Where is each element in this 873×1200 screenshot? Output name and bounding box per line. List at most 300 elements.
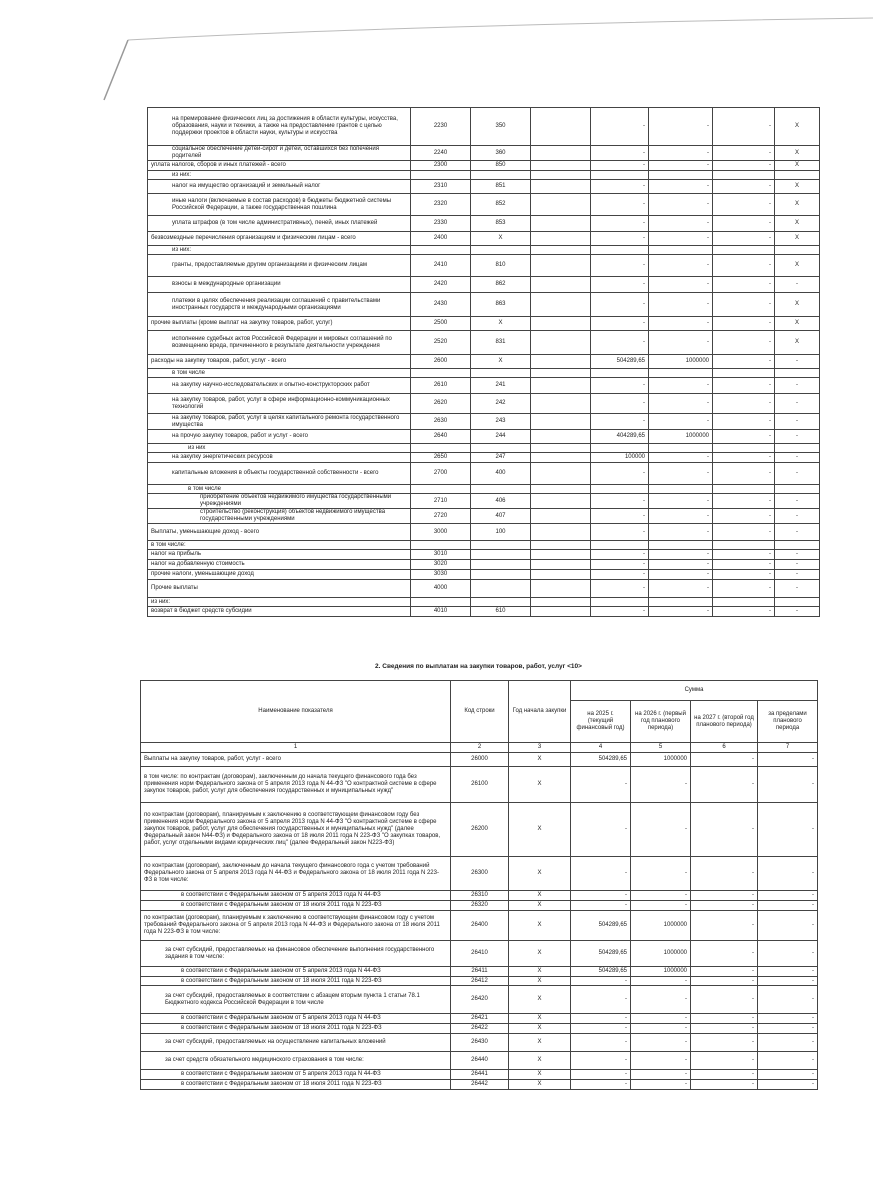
cell-year <box>531 394 591 414</box>
column-number: 7 <box>758 743 818 753</box>
cell-y2026: 1000000 <box>631 911 691 941</box>
column-number: 5 <box>631 743 691 753</box>
cell-y2026: - <box>649 463 713 485</box>
cell-line: 2320 <box>411 194 471 216</box>
cell-y2025: - <box>591 277 649 293</box>
cell-y2027: - <box>713 331 775 355</box>
cell-y2027: - <box>691 767 758 803</box>
cell-code: 831 <box>471 331 531 355</box>
expenses-table <box>147 107 820 617</box>
cell-beyond: - <box>758 967 818 977</box>
column-numbers-row <box>141 743 818 753</box>
cell-y2025: - <box>591 494 649 509</box>
table-row <box>148 463 820 485</box>
table-row <box>141 911 818 941</box>
cell-beyond: - <box>775 463 820 485</box>
cell-line: 2720 <box>411 509 471 524</box>
cell-y2026 <box>649 369 713 378</box>
cell-y2027: - <box>713 570 775 580</box>
cell-name: безвозмездные перечисления организациям и физическим лицам - всего <box>148 232 411 246</box>
cell-line <box>411 246 471 255</box>
cell-name: приобретение объектов недвижимого имущества государственными учреждениями <box>148 494 411 509</box>
table-row <box>148 146 820 161</box>
table-row <box>141 986 818 1014</box>
cell-name: в том числе <box>148 485 411 494</box>
cell-y2026: - <box>631 1052 691 1070</box>
cell-name: гранты, предоставляемые другим организациям и физическим лицам <box>148 255 411 277</box>
cell-line: 26410 <box>451 941 509 967</box>
cell-y2026: - <box>649 524 713 541</box>
cell-beyond: X <box>775 331 820 355</box>
cell-beyond <box>775 485 820 494</box>
cell-y2027: - <box>713 580 775 598</box>
cell-year <box>531 161 591 171</box>
cell-code: 244 <box>471 430 531 444</box>
cell-line: 2700 <box>411 463 471 485</box>
cell-line: 4010 <box>411 607 471 617</box>
cell-y2025: - <box>591 378 649 394</box>
cell-y2026: 1000000 <box>631 753 691 767</box>
table-row <box>148 216 820 232</box>
cell-year: X <box>509 977 571 986</box>
cell-y2026: - <box>649 161 713 171</box>
cell-code: 241 <box>471 378 531 394</box>
header-name: Наименование показателя <box>141 681 451 743</box>
cell-beyond: - <box>758 1014 818 1024</box>
cell-year <box>531 108 591 146</box>
cell-name: на закупку товаров, работ, услуг в целях капитального ремонта государственного имущества <box>148 414 411 430</box>
cell-name: в том числе <box>148 369 411 378</box>
table-row <box>148 108 820 146</box>
cell-name: в соответствии с Федеральным законом от 5 апреля 2013 года N 44-ФЗ <box>141 1070 451 1080</box>
cell-year <box>531 598 591 607</box>
cell-y2025: - <box>571 1052 631 1070</box>
cell-year <box>531 355 591 369</box>
cell-y2027 <box>713 598 775 607</box>
cell-beyond: X <box>775 180 820 194</box>
cell-y2025: - <box>591 180 649 194</box>
cell-y2025: - <box>571 891 631 901</box>
cell-beyond: - <box>775 524 820 541</box>
cell-y2025: - <box>591 146 649 161</box>
table-row <box>141 1052 818 1070</box>
cell-y2026: 1000000 <box>649 430 713 444</box>
cell-year: X <box>509 1034 571 1052</box>
cell-y2026: - <box>649 560 713 570</box>
cell-y2025: - <box>591 161 649 171</box>
cell-name: на закупку товаров, работ, услуг в сфере информационно-коммуникационных технологий <box>148 394 411 414</box>
table-row <box>148 171 820 180</box>
cell-y2027: - <box>713 524 775 541</box>
cell-name: по контрактам (договорам), заключенным до начала текущего финансового года с учетом требований Федерального закона от 5 апреля 2013 года N 44-ФЗ и Федерального закона от 18 июля 2011 года N 223-ФЗ в том числе: <box>141 857 451 891</box>
cell-name: расходы на закупку товаров, работ, услуг - всего <box>148 355 411 369</box>
cell-y2025: - <box>591 414 649 430</box>
cell-name: из них <box>148 444 411 453</box>
cell-y2025: - <box>571 857 631 891</box>
cell-beyond: - <box>775 277 820 293</box>
cell-year: X <box>509 1080 571 1090</box>
cell-year <box>531 216 591 232</box>
table-row <box>141 977 818 986</box>
cell-y2027: - <box>713 277 775 293</box>
cell-year: X <box>509 986 571 1014</box>
cell-year <box>531 369 591 378</box>
table-row <box>148 194 820 216</box>
cell-y2026: - <box>649 453 713 463</box>
cell-line: 3020 <box>411 560 471 570</box>
cell-y2026: - <box>631 977 691 986</box>
cell-line <box>411 171 471 180</box>
cell-name: в соответствии с Федеральным законом от 18 июля 2011 года N 223-ФЗ <box>141 977 451 986</box>
cell-y2026: - <box>631 1070 691 1080</box>
cell-code: 851 <box>471 180 531 194</box>
cell-year <box>531 232 591 246</box>
cell-line: 2520 <box>411 331 471 355</box>
cell-code: 243 <box>471 414 531 430</box>
cell-y2027: - <box>691 1014 758 1024</box>
cell-year <box>531 463 591 485</box>
cell-y2027: - <box>691 911 758 941</box>
cell-y2026: - <box>649 146 713 161</box>
cell-y2027 <box>713 444 775 453</box>
cell-y2027: - <box>713 430 775 444</box>
cell-y2026: - <box>649 394 713 414</box>
cell-year <box>531 293 591 317</box>
cell-line: 26422 <box>451 1024 509 1034</box>
cell-y2027: - <box>691 977 758 986</box>
cell-y2027 <box>713 541 775 550</box>
cell-y2027: - <box>713 194 775 216</box>
cell-year <box>531 430 591 444</box>
cell-year <box>531 607 591 617</box>
cell-line: 26441 <box>451 1070 509 1080</box>
cell-y2027: - <box>713 394 775 414</box>
cell-beyond: - <box>775 509 820 524</box>
cell-code: 852 <box>471 194 531 216</box>
cell-y2027: - <box>713 453 775 463</box>
cell-y2027 <box>713 369 775 378</box>
cell-beyond: - <box>775 414 820 430</box>
cell-beyond: - <box>758 857 818 891</box>
cell-y2026: - <box>649 509 713 524</box>
cell-y2027: - <box>713 414 775 430</box>
cell-y2025: - <box>591 570 649 580</box>
cell-y2025: - <box>591 463 649 485</box>
cell-line <box>411 485 471 494</box>
cell-y2026: - <box>649 331 713 355</box>
cell-y2027: - <box>713 216 775 232</box>
cell-y2027 <box>713 485 775 494</box>
cell-beyond: - <box>758 767 818 803</box>
cell-beyond: - <box>775 560 820 570</box>
cell-name: в соответствии с Федеральным законом от 18 июля 2011 года N 223-ФЗ <box>141 1080 451 1090</box>
cell-y2026: - <box>649 277 713 293</box>
cell-beyond: X <box>775 194 820 216</box>
cell-y2026: - <box>649 232 713 246</box>
cell-code: 242 <box>471 394 531 414</box>
cell-beyond: X <box>775 232 820 246</box>
cell-y2026: - <box>649 550 713 560</box>
table-row <box>148 494 820 509</box>
cell-y2027: - <box>713 509 775 524</box>
cell-year <box>531 453 591 463</box>
cell-y2027: - <box>691 753 758 767</box>
table-row <box>148 453 820 463</box>
cell-line: 2300 <box>411 161 471 171</box>
cell-y2025: 504289,65 <box>591 355 649 369</box>
cell-year: X <box>509 1024 571 1034</box>
cell-y2027: - <box>691 967 758 977</box>
cell-y2026 <box>649 444 713 453</box>
cell-y2026: - <box>649 317 713 331</box>
table-row <box>148 570 820 580</box>
cell-code: 853 <box>471 216 531 232</box>
cell-y2026: - <box>631 857 691 891</box>
cell-year <box>531 246 591 255</box>
cell-code: 810 <box>471 255 531 277</box>
cell-line: 2420 <box>411 277 471 293</box>
table-row <box>141 1080 818 1090</box>
cell-y2026: - <box>649 607 713 617</box>
cell-y2027: - <box>713 494 775 509</box>
cell-code: 400 <box>471 463 531 485</box>
cell-line <box>411 598 471 607</box>
cell-y2027: - <box>713 607 775 617</box>
cell-code: X <box>471 317 531 331</box>
table-row <box>148 598 820 607</box>
cell-y2027: - <box>713 161 775 171</box>
cell-beyond: - <box>775 378 820 394</box>
table-row <box>148 180 820 194</box>
cell-line: 26430 <box>451 1034 509 1052</box>
cell-line: 26310 <box>451 891 509 901</box>
cell-code: 100 <box>471 524 531 541</box>
cell-y2025: - <box>571 1070 631 1080</box>
cell-name: иные налоги (включаемые в состав расходов) в бюджеты бюджетной системы Российской Федерации, а также государственная пошлина <box>148 194 411 216</box>
cell-name: в соответствии с Федеральным законом от 18 июля 2011 года N 223-ФЗ <box>141 1024 451 1034</box>
cell-year <box>531 560 591 570</box>
cell-beyond: X <box>775 293 820 317</box>
cell-code: 862 <box>471 277 531 293</box>
cell-y2025: - <box>571 767 631 803</box>
procurement-table <box>140 680 818 1090</box>
cell-y2025: - <box>591 580 649 598</box>
table-row <box>148 414 820 430</box>
header-beyond: за пределами планового периода <box>758 701 818 743</box>
cell-y2026: - <box>631 803 691 857</box>
cell-y2026: - <box>649 293 713 317</box>
cell-line: 3010 <box>411 550 471 560</box>
cell-line: 26100 <box>451 767 509 803</box>
cell-y2025: - <box>591 560 649 570</box>
cell-y2026: - <box>631 1014 691 1024</box>
header-line: Код строки <box>451 681 509 743</box>
expenses-table-body <box>148 108 820 617</box>
header-sum: Сумма <box>571 681 818 701</box>
cell-y2027: - <box>713 317 775 331</box>
cell-name: прочие налоги, уменьшающие доход <box>148 570 411 580</box>
cell-name: уплата налогов, сборов и иных платежей - всего <box>148 161 411 171</box>
procurement-table-body <box>141 753 818 1090</box>
cell-name: уплата штрафов (в том числе административных), пеней, иных платежей <box>148 216 411 232</box>
cell-line <box>411 541 471 550</box>
cell-year: X <box>509 1070 571 1080</box>
table-row <box>141 1024 818 1034</box>
cell-line: 2430 <box>411 293 471 317</box>
table-row <box>148 444 820 453</box>
cell-y2026: - <box>649 255 713 277</box>
cell-year: X <box>509 803 571 857</box>
cell-year: X <box>509 941 571 967</box>
table-row <box>148 509 820 524</box>
cell-y2025 <box>591 598 649 607</box>
table-row <box>148 255 820 277</box>
cell-line: 26442 <box>451 1080 509 1090</box>
cell-y2025: - <box>571 803 631 857</box>
table-row <box>141 1034 818 1052</box>
cell-beyond: X <box>775 108 820 146</box>
cell-line: 2500 <box>411 317 471 331</box>
cell-y2027: - <box>713 255 775 277</box>
cell-year: X <box>509 857 571 891</box>
cell-y2026: - <box>631 1034 691 1052</box>
cell-beyond: - <box>758 891 818 901</box>
cell-beyond: - <box>758 986 818 1014</box>
cell-year <box>531 580 591 598</box>
cell-y2027: - <box>713 550 775 560</box>
cell-name: Выплаты, уменьшающие доход - всего <box>148 524 411 541</box>
cell-line: 2240 <box>411 146 471 161</box>
cell-y2026: - <box>631 901 691 911</box>
table-row <box>141 803 818 857</box>
column-number: 1 <box>141 743 451 753</box>
cell-name: из них: <box>148 246 411 255</box>
cell-y2027: - <box>691 1024 758 1034</box>
cell-y2027: - <box>691 891 758 901</box>
table-row <box>148 580 820 598</box>
cell-y2027 <box>713 246 775 255</box>
cell-y2025 <box>591 444 649 453</box>
table-row <box>141 753 818 767</box>
cell-year <box>531 255 591 277</box>
cell-beyond: - <box>775 580 820 598</box>
cell-y2025 <box>591 485 649 494</box>
cell-name: на закупку энергетических ресурсов <box>148 453 411 463</box>
header-year: Год начала закупки <box>509 681 571 743</box>
table-row <box>148 378 820 394</box>
cell-y2025 <box>591 369 649 378</box>
cell-beyond: - <box>775 453 820 463</box>
cell-y2026 <box>649 171 713 180</box>
cell-y2027: - <box>713 293 775 317</box>
cell-y2025: 504289,65 <box>571 753 631 767</box>
cell-y2025: - <box>571 1024 631 1034</box>
cell-name: за счет средств обязательного медицинского страхования в том числе: <box>141 1052 451 1070</box>
cell-name: на прочую закупку товаров, работ и услуг - всего <box>148 430 411 444</box>
cell-year <box>531 317 591 331</box>
cell-year <box>531 524 591 541</box>
cell-year <box>531 509 591 524</box>
cell-y2025: - <box>591 509 649 524</box>
cell-y2026 <box>649 485 713 494</box>
cell-y2025: - <box>591 550 649 560</box>
cell-y2026: - <box>649 580 713 598</box>
cell-line: 3030 <box>411 570 471 580</box>
cell-year <box>531 444 591 453</box>
cell-y2025: - <box>571 1080 631 1090</box>
cell-beyond: - <box>775 394 820 414</box>
cell-y2026: - <box>631 1024 691 1034</box>
table-row <box>148 541 820 550</box>
cell-line: 26421 <box>451 1014 509 1024</box>
cell-beyond: - <box>758 1070 818 1080</box>
cell-code <box>471 541 531 550</box>
cell-year <box>531 494 591 509</box>
cell-code: 360 <box>471 146 531 161</box>
cell-y2026: 1000000 <box>649 355 713 369</box>
table-row <box>148 246 820 255</box>
cell-y2027: - <box>691 857 758 891</box>
cell-y2026: - <box>631 891 691 901</box>
cell-name: в том числе: <box>148 541 411 550</box>
cell-beyond <box>775 598 820 607</box>
cell-y2025: 404289,65 <box>591 430 649 444</box>
cell-y2025: 504289,65 <box>571 911 631 941</box>
table-row <box>148 607 820 617</box>
table-row <box>148 293 820 317</box>
cell-y2026 <box>649 246 713 255</box>
cell-beyond: - <box>758 941 818 967</box>
cell-name: по контрактам (договорам), планируемым к заключению в соответствующем финансовом году без применения норм Федерального закона от 5 апреля 2013 года N 44-ФЗ "О контрактной системе в сфере закупок товаров, работ, услуг для обеспечения государственных и муниципальных нужд" (далее Федеральный закон N44-ФЗ) и Федерального закона от 18 июля 2011 года N 223-ФЗ "О закупках товаров, работ, услуг отдельными видами юридических лиц" (далее Федеральный закон N223-ФЗ) <box>141 803 451 857</box>
cell-y2026: - <box>649 570 713 580</box>
cell-year <box>531 570 591 580</box>
cell-name: по контрактам (договорам), планируемым к заключению в соответствующем финансовом году с учетом требований Федерального закона от 5 апреля 2013 года N 44-ФЗ и Федерального закона от 18 июля 2011 года N 223-ФЗ в том числе: <box>141 911 451 941</box>
table-row <box>141 941 818 967</box>
cell-line: 26440 <box>451 1052 509 1070</box>
table-row <box>148 355 820 369</box>
cell-name: на закупку научно-исследовательских и опытно-конструкторских работ <box>148 378 411 394</box>
cell-year: X <box>509 753 571 767</box>
cell-name: в соответствии с Федеральным законом от 5 апреля 2013 года N 44-ФЗ <box>141 967 451 977</box>
column-number: 2 <box>451 743 509 753</box>
cell-code <box>471 246 531 255</box>
cell-y2026 <box>649 541 713 550</box>
cell-year <box>531 171 591 180</box>
cell-y2025: 504289,65 <box>571 967 631 977</box>
cell-line: 2640 <box>411 430 471 444</box>
header-y2025: на 2025 г. (текущий финансовый год) <box>571 701 631 743</box>
cell-y2027: - <box>691 1034 758 1052</box>
cell-y2025: - <box>591 108 649 146</box>
cell-beyond <box>775 246 820 255</box>
cell-y2025: - <box>571 1034 631 1052</box>
cell-y2027: - <box>713 378 775 394</box>
cell-beyond: X <box>775 317 820 331</box>
cell-line: 2710 <box>411 494 471 509</box>
cell-name: прочие выплаты (кроме выплат на закупку товаров, работ, услуг) <box>148 317 411 331</box>
cell-line <box>411 369 471 378</box>
cell-y2025: - <box>571 901 631 911</box>
cell-beyond: - <box>775 570 820 580</box>
cell-name: капитальные вложения в объекты государственной собственности - всего <box>148 463 411 485</box>
table-row <box>148 550 820 560</box>
procurement-table-header <box>141 681 818 753</box>
cell-beyond: - <box>758 1080 818 1090</box>
cell-y2025: - <box>591 317 649 331</box>
cell-year: X <box>509 767 571 803</box>
cell-y2025: - <box>591 232 649 246</box>
cell-y2025: - <box>591 194 649 216</box>
